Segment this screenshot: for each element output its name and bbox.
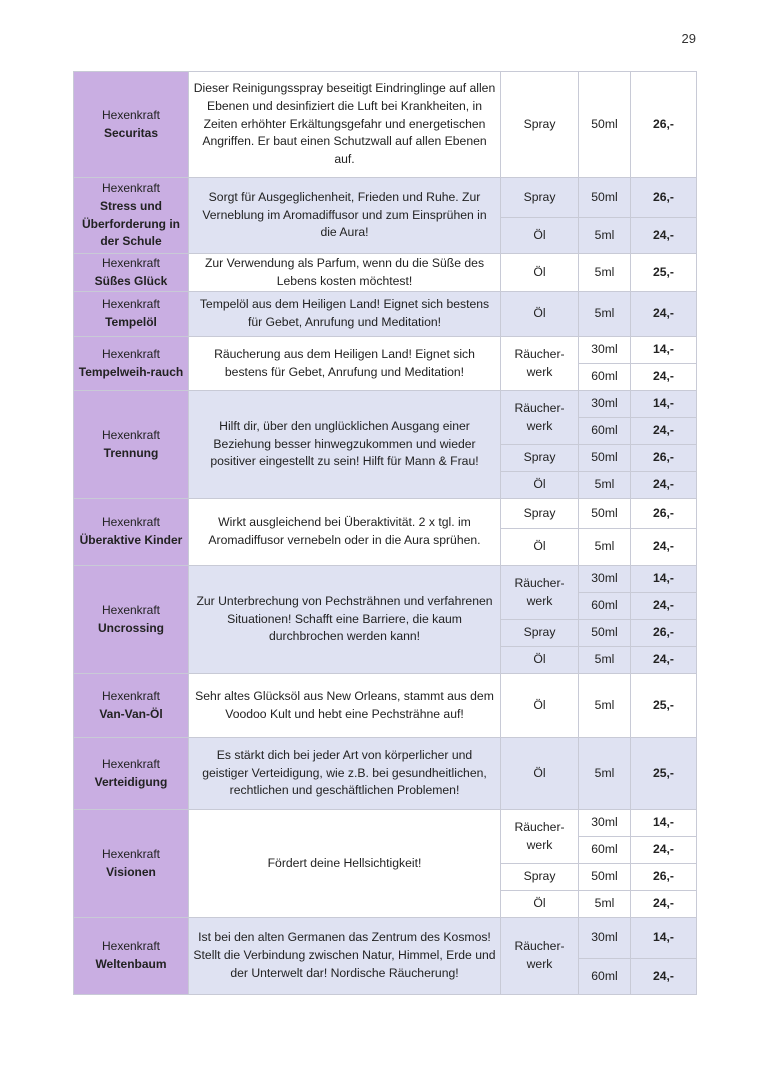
product-name: Visionen	[106, 864, 156, 879]
product-size: 50ml	[579, 864, 631, 891]
product-price: 24,-	[631, 218, 697, 254]
product-price: 26,-	[631, 499, 697, 529]
product-size: 30ml	[579, 810, 631, 837]
product-row	[74, 810, 697, 837]
product-type: Räucher-werk	[501, 337, 579, 391]
product-type: Spray	[501, 178, 579, 218]
product-description: Sehr altes Glücksöl aus New Orleans, stammt aus dem Voodoo Kult und hebt eine Pechsträhne auf!	[189, 674, 501, 738]
product-name-cell	[74, 292, 189, 337]
product-type: Spray	[501, 445, 579, 472]
product-type: Öl	[501, 218, 579, 254]
product-prefix: Hexenkraft	[101, 180, 161, 195]
product-price: 24,-	[631, 529, 697, 566]
product-price: 14,-	[631, 918, 697, 959]
product-row	[74, 337, 697, 364]
product-size: 60ml	[579, 418, 631, 445]
product-prefix: Hexenkraft	[101, 756, 161, 771]
product-size: 5ml	[579, 738, 631, 810]
page-number: 29	[681, 31, 696, 46]
product-row	[74, 292, 697, 337]
product-prefix: Hexenkraft	[101, 939, 161, 954]
product-name-cell	[74, 254, 189, 292]
product-type: Spray	[501, 72, 579, 178]
product-price: 26,-	[631, 445, 697, 472]
product-price: 24,-	[631, 837, 697, 864]
product-name-cell	[74, 810, 189, 918]
product-size: 50ml	[579, 620, 631, 647]
product-price: 24,-	[631, 647, 697, 674]
product-size: 60ml	[579, 364, 631, 391]
product-size: 60ml	[579, 837, 631, 864]
product-size: 30ml	[579, 566, 631, 593]
product-table	[73, 71, 697, 995]
product-name-cell	[74, 337, 189, 391]
product-row	[74, 72, 697, 178]
product-price: 24,-	[631, 959, 697, 995]
product-name: Van-Van-Öl	[99, 706, 163, 721]
product-name: Stress und Überforderung in der Schule	[82, 198, 180, 249]
product-price: 24,-	[631, 593, 697, 620]
product-description: Dieser Reinigungsspray beseitigt Eindringlinge auf allen Ebenen und desinfiziert die Luft bei Krankheiten, in Zeiten erhöhter Erkältungsgefahr und energetischen Angriffen. Er baut einen Schutzwall auf allen Ebenen auf.	[189, 72, 501, 178]
product-row	[74, 566, 697, 593]
product-type: Spray	[501, 499, 579, 529]
product-size: 50ml	[579, 499, 631, 529]
product-description: Zur Unterbrechung von Pechsträhnen und verfahrenen Situationen! Schafft eine Barriere, die kaum durchbrochen werden kann!	[189, 566, 501, 674]
product-type: Räucher-werk	[501, 566, 579, 620]
product-description: Hilft dir, über den unglücklichen Ausgang einer Beziehung besser hinwegzukommen und wieder positiver eingestellt zu sein! Hilft für Mann & Frau!	[189, 391, 501, 499]
product-row	[74, 391, 697, 418]
product-name: Überaktive Kinder	[79, 533, 183, 547]
product-size: 50ml	[579, 445, 631, 472]
product-price: 24,-	[631, 418, 697, 445]
product-prefix: Hexenkraft	[101, 515, 161, 530]
product-size: 5ml	[579, 529, 631, 566]
product-name-cell	[74, 738, 189, 810]
product-name: Tempelweih-rauch	[78, 364, 184, 379]
product-description: Sorgt für Ausgeglichenheit, Frieden und Ruhe. Zur Verneblung im Aromadiffusor und zum Einsprühen in die Aura!	[189, 178, 501, 254]
product-description: Fördert deine Hellsichtigkeit!	[189, 810, 501, 918]
product-size: 50ml	[579, 72, 631, 178]
product-type: Spray	[501, 864, 579, 891]
product-price: 25,-	[631, 674, 697, 738]
product-description: Wirkt ausgleichend bei Überaktivität. 2 x tgl. im Aromadiffusor vernebeln oder in die Aura sprühen.	[189, 499, 501, 566]
product-name-cell	[74, 391, 189, 499]
product-type: Öl	[501, 674, 579, 738]
product-size: 60ml	[579, 593, 631, 620]
product-name: Tempelöl	[105, 315, 157, 329]
product-type: Öl	[501, 647, 579, 674]
product-size: 5ml	[579, 647, 631, 674]
product-size: 5ml	[579, 674, 631, 738]
product-name: Trennung	[103, 445, 159, 460]
product-name-cell	[74, 674, 189, 738]
product-size: 5ml	[579, 891, 631, 918]
product-row	[74, 254, 697, 292]
product-price: 14,-	[631, 337, 697, 364]
product-type: Öl	[501, 738, 579, 810]
product-prefix: Hexenkraft	[101, 602, 161, 617]
product-price: 14,-	[631, 566, 697, 593]
product-size: 30ml	[579, 337, 631, 364]
product-name-cell	[74, 178, 189, 254]
product-price: 14,-	[631, 391, 697, 418]
product-row	[74, 918, 697, 959]
product-size: 30ml	[579, 918, 631, 959]
product-price: 24,-	[631, 472, 697, 499]
product-description: Es stärkt dich bei jeder Art von körperlicher und geistiger Verteidigung, wie z.B. bei gesundheitlichen, rechtlichen und geschäftlichen Problemen!	[189, 738, 501, 810]
product-price: 26,-	[631, 864, 697, 891]
product-prefix: Hexenkraft	[101, 427, 161, 442]
product-prefix: Hexenkraft	[101, 107, 161, 122]
product-size: 5ml	[579, 254, 631, 292]
product-name: Uncrossing	[97, 620, 164, 635]
product-name: Securitas	[103, 125, 159, 140]
product-type: Räucher-werk	[501, 918, 579, 995]
product-price: 26,-	[631, 620, 697, 647]
product-price: 26,-	[631, 72, 697, 178]
product-type: Öl	[501, 529, 579, 566]
product-type: Räucher-werk	[501, 391, 579, 445]
product-name-cell	[74, 72, 189, 178]
product-price: 24,-	[631, 891, 697, 918]
product-row	[74, 674, 697, 738]
product-type: Öl	[501, 891, 579, 918]
product-type: Spray	[501, 620, 579, 647]
product-size: 30ml	[579, 391, 631, 418]
product-price: 26,-	[631, 178, 697, 218]
product-prefix: Hexenkraft	[101, 846, 161, 861]
product-prefix: Hexenkraft	[101, 255, 161, 270]
product-name: Verteidigung	[94, 774, 168, 789]
product-row	[74, 499, 697, 529]
product-description: Zur Verwendung als Parfum, wenn du die Süße des Lebens kosten möchtest!	[189, 254, 501, 292]
product-price: 24,-	[631, 292, 697, 337]
product-row	[74, 178, 697, 218]
product-description: Räucherung aus dem Heiligen Land! Eignet sich bestens für Gebet, Anrufung und Meditation!	[189, 337, 501, 391]
product-description: Ist bei den alten Germanen das Zentrum des Kosmos! Stellt die Verbindung zwischen Natur, Himmel, Erde und der Unterwelt dar! Nordische Räucherung!	[189, 918, 501, 995]
product-prefix: Hexenkraft	[101, 688, 161, 703]
product-prefix: Hexenkraft	[101, 297, 161, 312]
product-price: 24,-	[631, 364, 697, 391]
product-row	[74, 738, 697, 810]
product-name: Weltenbaum	[95, 957, 167, 971]
product-size: 5ml	[579, 292, 631, 337]
product-name: Süßes Glück	[94, 273, 168, 288]
product-size: 5ml	[579, 472, 631, 499]
product-name-cell	[74, 918, 189, 995]
product-name-cell	[74, 499, 189, 566]
product-price: 14,-	[631, 810, 697, 837]
product-size: 5ml	[579, 218, 631, 254]
product-description: Tempelöl aus dem Heiligen Land! Eignet sich bestens für Gebet, Anrufung und Meditation!	[189, 292, 501, 337]
product-type: Räucher-werk	[501, 810, 579, 864]
product-type: Öl	[501, 472, 579, 499]
product-type: Öl	[501, 254, 579, 292]
product-name-cell	[74, 566, 189, 674]
product-price: 25,-	[631, 254, 697, 292]
product-type: Öl	[501, 292, 579, 337]
product-prefix: Hexenkraft	[101, 346, 161, 361]
product-size: 50ml	[579, 178, 631, 218]
product-price: 25,-	[631, 738, 697, 810]
product-size: 60ml	[579, 959, 631, 995]
